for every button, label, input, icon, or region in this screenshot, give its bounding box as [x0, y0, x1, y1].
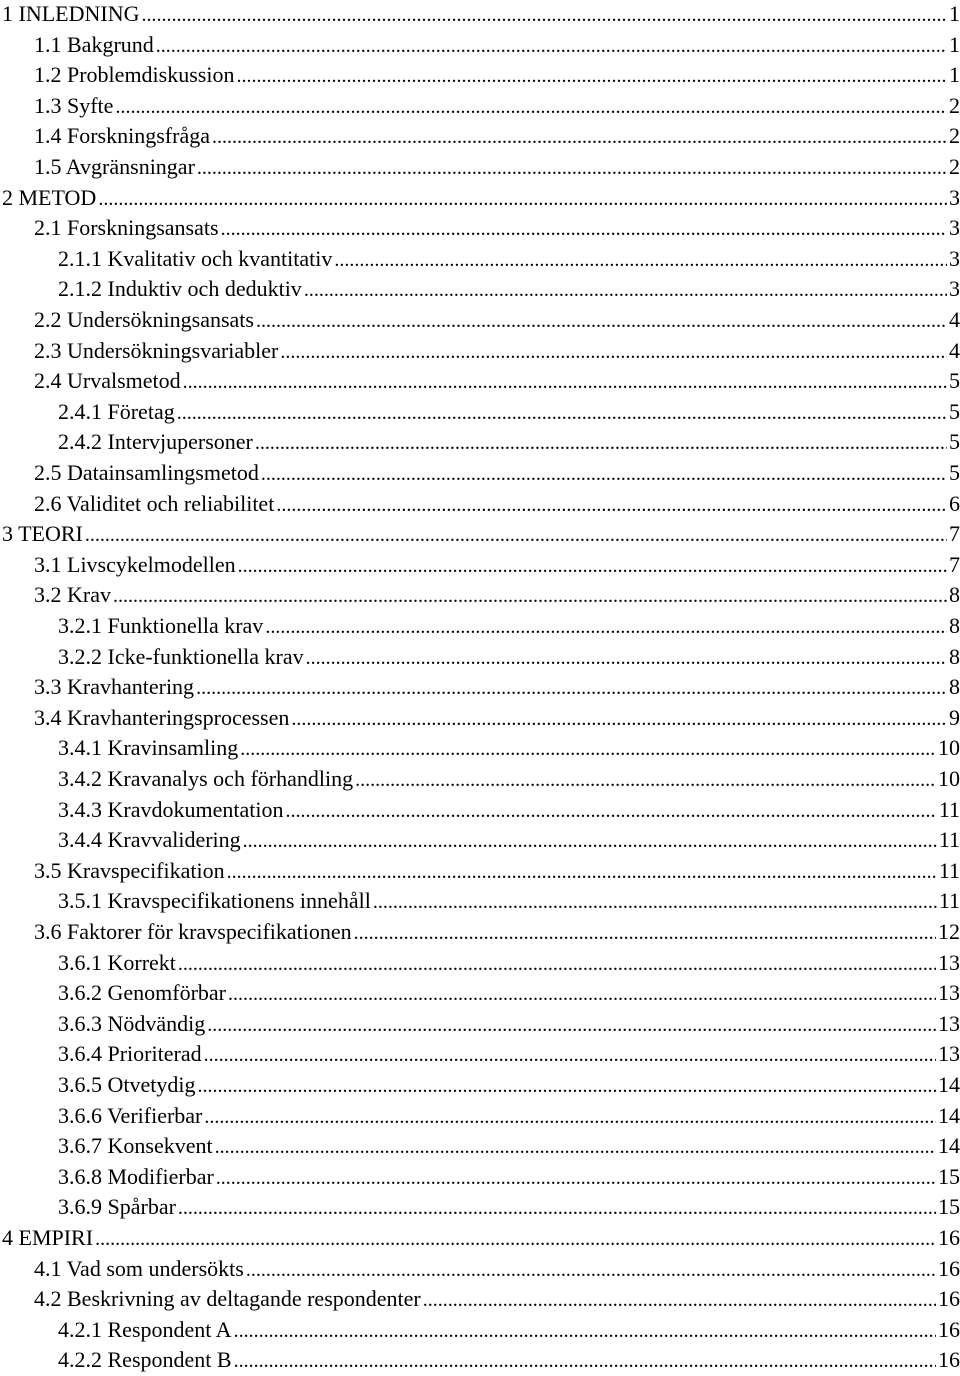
dot-leader: [85, 521, 947, 549]
dot-leader: [238, 552, 947, 580]
toc-entry-line: [58, 887, 960, 915]
toc-entry[interactable]: [0, 275, 960, 305]
toc-entry-page-number: 10: [938, 735, 960, 761]
toc-entry-page-number: 16: [938, 1286, 960, 1312]
toc-entry-title: 4.2.1 Respondent A: [58, 1316, 232, 1342]
toc-entry-line: [34, 490, 960, 518]
toc-entry-page-number: 2: [949, 123, 960, 149]
toc-entry-line: [34, 551, 960, 579]
dot-leader: [255, 429, 947, 457]
toc-entry-line: [34, 367, 960, 395]
toc-entry-title: 3.1 Livscykelmodellen: [34, 551, 236, 577]
toc-entry[interactable]: [0, 1010, 960, 1040]
toc-entry-title: 2.4 Urvalsmetod: [34, 368, 181, 394]
toc-entry-line: [34, 337, 960, 365]
toc-entry-title: 2.6 Validitet och reliabilitet: [34, 490, 275, 516]
toc-entry-page-number: 15: [938, 1194, 960, 1220]
toc-entry-page-number: 3: [949, 184, 960, 210]
toc-entry-title: 3.6.7 Konsekvent: [58, 1133, 213, 1159]
toc-entry[interactable]: [0, 796, 960, 826]
toc-entry-title: 2.1 Forskningsansats: [34, 215, 219, 241]
toc-entry[interactable]: [0, 459, 960, 489]
toc-entry-line: [58, 1316, 960, 1344]
dot-leader: [354, 919, 936, 947]
toc-entry-title: 3.2.2 Icke-funktionella krav: [58, 643, 304, 669]
toc-entry-title: 3.5.1 Kravspecifikationens innehåll: [58, 888, 371, 914]
dot-leader: [156, 32, 947, 60]
toc-entry-line: [58, 398, 960, 426]
toc-entry[interactable]: [0, 1346, 960, 1376]
toc-entry-line: [34, 31, 960, 59]
dot-leader: [423, 1286, 936, 1314]
toc-entry-page-number: 13: [938, 1041, 960, 1067]
toc-entry-title: 3 TEORI: [2, 521, 83, 547]
dot-leader: [141, 1, 947, 29]
toc-entry-title: 3.6.9 Spårbar: [58, 1194, 176, 1220]
dot-leader: [183, 368, 947, 396]
toc-entry-title: 1.2 Problemdiskussion: [34, 62, 235, 88]
toc-entry-page-number: 2: [949, 92, 960, 118]
toc-entry-page-number: 10: [938, 766, 960, 791]
toc-entry[interactable]: [0, 367, 960, 397]
toc-entry-page-number: 9: [949, 704, 960, 730]
toc-entry[interactable]: [0, 581, 960, 611]
dot-leader: [227, 858, 937, 886]
dot-leader: [240, 735, 936, 763]
toc-entry-title: 3.6 Faktorer för kravspecifikationen: [34, 919, 352, 944]
toc-entry-title: 3.6.2 Genomförbar: [58, 980, 227, 1006]
toc-entry-title: 3.6.6 Verifierbar: [58, 1102, 203, 1128]
toc-entry-page-number: 14: [938, 1072, 960, 1097]
dot-leader: [261, 460, 947, 488]
toc-entry-page-number: 15: [938, 1163, 960, 1189]
toc-entry-line: [58, 428, 960, 456]
toc-entry[interactable]: [0, 857, 960, 887]
toc-entry-page-number: 3: [949, 276, 960, 302]
toc-entry-title: 3.6.3 Nödvändig: [58, 1010, 206, 1036]
toc-entry-title: 2.1.2 Induktiv och deduktiv: [58, 276, 302, 302]
toc-entry-page-number: 16: [938, 1316, 960, 1342]
toc-entry[interactable]: [0, 1255, 960, 1285]
toc-entry[interactable]: [0, 337, 960, 367]
toc-entry-line: [34, 92, 960, 120]
toc-entry-page-number: 8: [949, 643, 960, 669]
toc-entry-line: [2, 1224, 960, 1252]
toc-entry-title: 3.4.2 Kravanalys och förhandling: [58, 766, 354, 791]
toc-entry-page-number: 14: [938, 1102, 960, 1128]
toc-entry-line: [58, 1193, 960, 1221]
toc-entry-page-number: 3: [949, 215, 960, 241]
toc-entry-page-number: 11: [938, 888, 960, 914]
toc-entry-line: [34, 214, 960, 242]
dot-leader: [204, 1103, 936, 1131]
toc-entry[interactable]: [0, 1224, 960, 1254]
toc-entry[interactable]: [0, 490, 960, 520]
toc-entry-line: [34, 673, 960, 701]
toc-entry[interactable]: [0, 1285, 960, 1315]
toc-entry-page-number: 13: [938, 949, 960, 975]
toc-entry-page-number: 16: [938, 1255, 960, 1281]
toc-entry-line: [34, 1285, 960, 1313]
toc-entry[interactable]: [0, 245, 960, 275]
dot-leader: [373, 888, 937, 916]
toc-entry[interactable]: [0, 612, 960, 642]
toc-entry-page-number: 11: [938, 827, 960, 853]
toc-entry-line: [2, 184, 960, 212]
toc-entry-title: 3.4.3 Kravdokumentation: [58, 796, 284, 822]
toc-entry-title: 3.3 Kravhantering: [34, 674, 195, 700]
dot-leader: [177, 399, 947, 427]
toc-entry[interactable]: [0, 1163, 960, 1193]
toc-entry-page-number: 4: [949, 307, 960, 332]
toc-entry-line: [58, 612, 960, 640]
toc-entry-line: [58, 1163, 960, 1191]
toc-entry[interactable]: [0, 1316, 960, 1346]
toc-entry-title: 1.3 Syfte: [34, 92, 114, 118]
toc-entry-page-number: 8: [949, 613, 960, 638]
toc-entry-title: 4 EMPIRI: [2, 1225, 94, 1250]
toc-entry-line: [58, 1040, 960, 1068]
toc-entry-line: [58, 643, 960, 671]
toc-entry-line: [58, 1102, 960, 1130]
toc-entry-title: 3.6.8 Modifierbar: [58, 1163, 214, 1189]
toc-entry-page-number: 1: [949, 31, 960, 57]
dot-leader: [198, 1072, 937, 1100]
dot-leader: [355, 766, 936, 794]
dot-leader: [256, 307, 947, 335]
toc-entry-title: 2 METOD: [2, 184, 97, 210]
dot-leader: [334, 246, 947, 274]
toc-entry[interactable]: [0, 184, 960, 214]
dot-leader: [280, 338, 947, 366]
toc-entry-page-number: 16: [938, 1225, 960, 1250]
dot-leader: [234, 1347, 936, 1375]
toc-entry[interactable]: [0, 1071, 960, 1101]
toc-entry-title: 4.2.2 Respondent B: [58, 1347, 232, 1373]
toc-entry[interactable]: [0, 398, 960, 428]
toc-entry[interactable]: [0, 1040, 960, 1070]
dot-leader: [265, 613, 947, 641]
dot-leader: [215, 1133, 936, 1161]
toc-entry-page-number: 14: [938, 1133, 960, 1159]
toc-entry[interactable]: [0, 734, 960, 764]
dot-leader: [243, 827, 937, 855]
toc-entry-title: 1.4 Forskningsfråga: [34, 123, 210, 149]
toc-entry[interactable]: [0, 704, 960, 734]
toc-entry-line: [34, 459, 960, 487]
toc-entry-page-number: 4: [949, 337, 960, 363]
dot-leader: [221, 215, 947, 243]
toc-entry-line: [58, 734, 960, 762]
toc-entry-line: [58, 275, 960, 303]
dot-leader: [113, 582, 947, 610]
toc-entry-line: [34, 918, 960, 946]
toc-entry[interactable]: [0, 306, 960, 336]
toc-entry[interactable]: [0, 765, 960, 795]
toc-entry-page-number: 1: [949, 62, 960, 88]
dot-leader: [196, 674, 947, 702]
toc-entry-page-number: 16: [938, 1347, 960, 1373]
toc-entry-line: [58, 245, 960, 273]
dot-leader: [291, 705, 947, 733]
toc-entry-line: [58, 765, 960, 793]
toc-entry-page-number: 12: [938, 919, 960, 944]
toc-entry-page-number: 8: [949, 582, 960, 608]
dot-leader: [276, 491, 947, 519]
dot-leader: [236, 62, 947, 90]
toc-entry[interactable]: [0, 918, 960, 948]
toc-entry-title: 4.2 Beskrivning av deltagande respondenter: [34, 1286, 421, 1312]
toc-entry-line: [34, 581, 960, 609]
toc-entry-line: [58, 1346, 960, 1374]
toc-entry-page-number: 2: [949, 154, 960, 179]
dot-leader: [207, 1011, 936, 1039]
toc-entry-page-number: 5: [949, 429, 960, 455]
toc-entry[interactable]: [0, 92, 960, 122]
toc-entry-title: 3.5 Kravspecifikation: [34, 857, 225, 883]
toc-entry-title: 3.6.4 Prioriterad: [58, 1041, 202, 1067]
toc-entry-line: [58, 826, 960, 854]
toc-entry-page-number: 7: [949, 521, 960, 547]
toc-entry-line: [34, 122, 960, 150]
toc-entry-page-number: 1: [949, 1, 960, 26]
toc-entry[interactable]: [0, 551, 960, 581]
toc-entry-line: [34, 1255, 960, 1283]
toc-entry-page-number: 3: [949, 245, 960, 271]
toc-entry-line: [58, 949, 960, 977]
toc-entry[interactable]: [0, 0, 960, 30]
toc-entry-page-number: 13: [938, 980, 960, 1006]
toc-entry-line: [2, 0, 960, 28]
dot-leader: [216, 1164, 936, 1192]
toc-entry-line: [58, 979, 960, 1007]
toc-entry-title: 4.1 Vad som undersökts: [34, 1255, 244, 1281]
toc-entry[interactable]: [0, 1132, 960, 1162]
toc-entry-line: [34, 704, 960, 732]
toc-entry-title: 3.6.5 Otvetydig: [58, 1072, 196, 1097]
toc-entry-title: 3.2 Krav: [34, 582, 111, 608]
dot-leader: [95, 1225, 936, 1253]
toc-entry[interactable]: [0, 122, 960, 152]
toc-entry-line: [58, 1071, 960, 1099]
dot-leader: [304, 276, 947, 304]
toc-entry[interactable]: [0, 61, 960, 91]
toc-entry[interactable]: [0, 1102, 960, 1132]
toc-entry-page-number: 5: [949, 368, 960, 394]
toc-entry-line: [34, 153, 960, 181]
toc-entry-title: 2.2 Undersökningsansats: [34, 307, 254, 332]
dot-leader: [178, 1194, 936, 1222]
toc-entry-title: 2.3 Undersökningsvariabler: [34, 337, 279, 363]
dot-leader: [204, 1041, 936, 1069]
toc-entry[interactable]: [0, 31, 960, 61]
toc-entry-page-number: 11: [938, 857, 960, 883]
toc-entry[interactable]: [0, 153, 960, 183]
toc-entry-page-number: 6: [949, 490, 960, 516]
toc-entry-line: [34, 61, 960, 89]
toc-entry-title: 2.5 Datainsamlingsmetod: [34, 460, 259, 485]
toc-entry-page-number: 5: [949, 398, 960, 424]
dot-leader: [212, 123, 947, 151]
toc-entry[interactable]: [0, 428, 960, 458]
dot-leader: [246, 1256, 936, 1284]
toc-entry-title: 1 INLEDNING: [2, 1, 140, 26]
dot-leader: [98, 185, 947, 213]
toc-entry-title: 3.4.4 Kravvalidering: [58, 827, 241, 853]
toc-entry-title: 2.1.1 Kvalitativ och kvantitativ: [58, 245, 333, 271]
toc-entry[interactable]: [0, 1193, 960, 1223]
toc-entry[interactable]: [0, 673, 960, 703]
toc-entry-title: 1.1 Bakgrund: [34, 31, 154, 57]
toc-entry-title: 2.4.1 Företag: [58, 398, 175, 424]
toc-entry-title: 3.4 Kravhanteringsprocessen: [34, 704, 290, 730]
dot-leader: [285, 797, 936, 825]
toc-entry-line: [34, 857, 960, 885]
toc-entry-page-number: 11: [938, 796, 960, 822]
toc-entry-title: 1.5 Avgränsningar: [34, 154, 195, 179]
toc-entry-title: 3.6.1 Korrekt: [58, 949, 176, 975]
toc-entry[interactable]: [0, 979, 960, 1009]
toc-entry-title: 2.4.2 Intervjupersoner: [58, 429, 253, 455]
dot-leader: [234, 1317, 936, 1345]
toc-entry-page-number: 7: [949, 551, 960, 577]
toc-entry-page-number: 5: [949, 460, 960, 485]
toc-entry-page-number: 13: [938, 1010, 960, 1036]
toc-entry[interactable]: [0, 520, 960, 550]
toc-entry-line: [58, 1132, 960, 1160]
toc-entry-line: [2, 520, 960, 548]
toc-entry-page-number: 8: [949, 674, 960, 700]
toc-entry[interactable]: [0, 214, 960, 244]
toc-entry-title: 3.4.1 Kravinsamling: [58, 735, 239, 761]
toc-entry[interactable]: [0, 949, 960, 979]
dot-leader: [178, 950, 936, 978]
dot-leader: [306, 644, 947, 672]
toc-entry[interactable]: [0, 887, 960, 917]
toc-entry-title: 3.2.1 Funktionella krav: [58, 613, 264, 638]
toc-entry-line: [58, 1010, 960, 1038]
toc-entry[interactable]: [0, 643, 960, 673]
toc-entry[interactable]: [0, 826, 960, 856]
toc-entry-line: [34, 306, 960, 334]
dot-leader: [197, 154, 947, 182]
toc-entry-line: [58, 796, 960, 824]
dot-leader: [228, 980, 936, 1008]
dot-leader: [115, 93, 947, 121]
